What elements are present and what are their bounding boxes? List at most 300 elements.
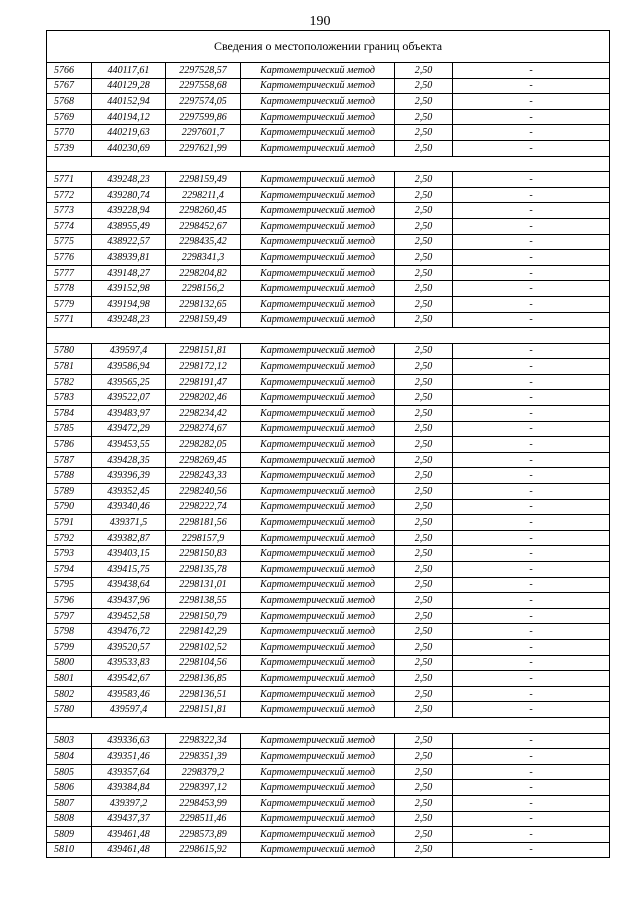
y-coordinate-cell: 2298151,81 (166, 702, 241, 718)
x-coordinate-cell: 439280,74 (92, 187, 166, 203)
accuracy-cell: 2,50 (395, 608, 453, 624)
x-coordinate-cell: 439357,64 (92, 764, 166, 780)
note-cell: - (453, 94, 610, 110)
point-number-cell: 5775 (47, 234, 92, 250)
point-number-cell: 5800 (47, 655, 92, 671)
note-cell: - (453, 515, 610, 531)
table-row (47, 702, 610, 718)
point-number-cell: 5787 (47, 452, 92, 468)
table-row (47, 624, 610, 640)
method-cell: Картометрический метод (241, 296, 395, 312)
point-number-cell: 5789 (47, 484, 92, 500)
y-coordinate-cell: 2298150,83 (166, 546, 241, 562)
table-row (47, 125, 610, 141)
method-cell: Картометрический метод (241, 94, 395, 110)
accuracy-cell: 2,50 (395, 125, 453, 141)
accuracy-cell: 2,50 (395, 780, 453, 796)
point-number-cell: 5770 (47, 125, 92, 141)
method-cell: Картометрический метод (241, 827, 395, 843)
note-cell: - (453, 281, 610, 297)
x-coordinate-cell: 439415,75 (92, 562, 166, 578)
method-cell: Картометрический метод (241, 842, 395, 858)
point-number-cell: 5772 (47, 187, 92, 203)
y-coordinate-cell: 2298511,46 (166, 811, 241, 827)
table-row (47, 827, 610, 843)
accuracy-cell: 2,50 (395, 312, 453, 328)
method-cell: Картометрический метод (241, 749, 395, 765)
accuracy-cell: 2,50 (395, 515, 453, 531)
y-coordinate-cell: 2298191,47 (166, 374, 241, 390)
point-number-cell: 5797 (47, 608, 92, 624)
method-cell: Картометрический метод (241, 499, 395, 515)
accuracy-cell: 2,50 (395, 468, 453, 484)
accuracy-cell: 2,50 (395, 94, 453, 110)
method-cell: Картометрический метод (241, 780, 395, 796)
table-row (47, 281, 610, 297)
y-coordinate-cell: 2298102,52 (166, 639, 241, 655)
x-coordinate-cell: 439428,35 (92, 452, 166, 468)
x-coordinate-cell: 440230,69 (92, 140, 166, 156)
method-cell: Картометрический метод (241, 577, 395, 593)
point-number-cell: 5788 (47, 468, 92, 484)
group-separator-cell (47, 156, 610, 172)
y-coordinate-cell: 2298573,89 (166, 827, 241, 843)
note-cell: - (453, 530, 610, 546)
note-cell: - (453, 140, 610, 156)
x-coordinate-cell: 439452,58 (92, 608, 166, 624)
table-row (47, 109, 610, 125)
y-coordinate-cell: 2298156,2 (166, 281, 241, 297)
y-coordinate-cell: 2298397,12 (166, 780, 241, 796)
y-coordinate-cell: 2298159,49 (166, 312, 241, 328)
accuracy-cell: 2,50 (395, 484, 453, 500)
point-number-cell: 5776 (47, 250, 92, 266)
note-cell: - (453, 842, 610, 858)
y-coordinate-cell: 2297528,57 (166, 63, 241, 79)
y-coordinate-cell: 2298243,33 (166, 468, 241, 484)
y-coordinate-cell: 2298260,45 (166, 203, 241, 219)
point-number-cell: 5767 (47, 78, 92, 94)
method-cell: Картометрический метод (241, 140, 395, 156)
y-coordinate-cell: 2298269,45 (166, 452, 241, 468)
x-coordinate-cell: 439533,83 (92, 655, 166, 671)
point-number-cell: 5807 (47, 795, 92, 811)
point-number-cell: 5779 (47, 296, 92, 312)
note-cell: - (453, 265, 610, 281)
method-cell: Картометрический метод (241, 390, 395, 406)
y-coordinate-cell: 2298150,79 (166, 608, 241, 624)
y-coordinate-cell: 2298274,67 (166, 421, 241, 437)
x-coordinate-cell: 439597,4 (92, 343, 166, 359)
note-cell: - (453, 234, 610, 250)
x-coordinate-cell: 439520,57 (92, 639, 166, 655)
method-cell: Картометрический метод (241, 593, 395, 609)
note-cell: - (453, 63, 610, 79)
y-coordinate-cell: 2298157,9 (166, 530, 241, 546)
point-number-cell: 5781 (47, 359, 92, 375)
accuracy-cell: 2,50 (395, 639, 453, 655)
y-coordinate-cell: 2298282,05 (166, 437, 241, 453)
table-row (47, 468, 610, 484)
point-number-cell: 5810 (47, 842, 92, 858)
table-row (47, 296, 610, 312)
table-row (47, 312, 610, 328)
table-row (47, 764, 610, 780)
note-cell: - (453, 484, 610, 500)
table-row (47, 437, 610, 453)
accuracy-cell: 2,50 (395, 795, 453, 811)
table-row (47, 780, 610, 796)
y-coordinate-cell: 2298351,39 (166, 749, 241, 765)
table-row (47, 265, 610, 281)
note-cell: - (453, 686, 610, 702)
note-cell: - (453, 203, 610, 219)
x-coordinate-cell: 439382,87 (92, 530, 166, 546)
table-row (47, 234, 610, 250)
note-cell: - (453, 702, 610, 718)
y-coordinate-cell: 2298159,49 (166, 172, 241, 188)
point-number-cell: 5771 (47, 172, 92, 188)
point-number-cell: 5780 (47, 343, 92, 359)
method-cell: Картометрический метод (241, 639, 395, 655)
table-title: Сведения о местоположении границ объекта (47, 31, 610, 63)
table-body (47, 31, 610, 858)
note-cell: - (453, 795, 610, 811)
table-title-row (47, 31, 610, 63)
accuracy-cell: 2,50 (395, 624, 453, 640)
method-cell: Картометрический метод (241, 655, 395, 671)
method-cell: Картометрический метод (241, 795, 395, 811)
accuracy-cell: 2,50 (395, 593, 453, 609)
accuracy-cell: 2,50 (395, 359, 453, 375)
note-cell: - (453, 780, 610, 796)
method-cell: Картометрический метод (241, 624, 395, 640)
method-cell: Картометрический метод (241, 125, 395, 141)
accuracy-cell: 2,50 (395, 452, 453, 468)
x-coordinate-cell: 439384,84 (92, 780, 166, 796)
accuracy-cell: 2,50 (395, 250, 453, 266)
x-coordinate-cell: 439522,07 (92, 390, 166, 406)
accuracy-cell: 2,50 (395, 764, 453, 780)
accuracy-cell: 2,50 (395, 577, 453, 593)
x-coordinate-cell: 440152,94 (92, 94, 166, 110)
method-cell: Картометрический метод (241, 172, 395, 188)
method-cell: Картометрический метод (241, 406, 395, 422)
table-row (47, 671, 610, 687)
x-coordinate-cell: 439437,37 (92, 811, 166, 827)
accuracy-cell: 2,50 (395, 187, 453, 203)
y-coordinate-cell: 2298142,29 (166, 624, 241, 640)
x-coordinate-cell: 439461,48 (92, 842, 166, 858)
note-cell: - (453, 109, 610, 125)
table-row (47, 250, 610, 266)
table-row (47, 63, 610, 79)
method-cell: Картометрический метод (241, 484, 395, 500)
note-cell: - (453, 468, 610, 484)
y-coordinate-cell: 2298435,42 (166, 234, 241, 250)
point-number-cell: 5809 (47, 827, 92, 843)
method-cell: Картометрический метод (241, 437, 395, 453)
table-row (47, 343, 610, 359)
method-cell: Картометрический метод (241, 312, 395, 328)
method-cell: Картометрический метод (241, 608, 395, 624)
x-coordinate-cell: 439586,94 (92, 359, 166, 375)
note-cell: - (453, 125, 610, 141)
note-cell: - (453, 593, 610, 609)
table-row (47, 172, 610, 188)
point-number-cell: 5791 (47, 515, 92, 531)
accuracy-cell: 2,50 (395, 437, 453, 453)
table-row (47, 639, 610, 655)
y-coordinate-cell: 2298136,85 (166, 671, 241, 687)
x-coordinate-cell: 439438,64 (92, 577, 166, 593)
y-coordinate-cell: 2297599,86 (166, 109, 241, 125)
accuracy-cell: 2,50 (395, 234, 453, 250)
note-cell: - (453, 639, 610, 655)
note-cell: - (453, 421, 610, 437)
x-coordinate-cell: 440194,12 (92, 109, 166, 125)
table-row (47, 406, 610, 422)
x-coordinate-cell: 439148,27 (92, 265, 166, 281)
x-coordinate-cell: 439340,46 (92, 499, 166, 515)
x-coordinate-cell: 439248,23 (92, 172, 166, 188)
x-coordinate-cell: 440219,63 (92, 125, 166, 141)
method-cell: Картометрический метод (241, 702, 395, 718)
point-number-cell: 5804 (47, 749, 92, 765)
point-number-cell: 5739 (47, 140, 92, 156)
method-cell: Картометрический метод (241, 78, 395, 94)
note-cell: - (453, 78, 610, 94)
method-cell: Картометрический метод (241, 281, 395, 297)
point-number-cell: 5784 (47, 406, 92, 422)
accuracy-cell: 2,50 (395, 78, 453, 94)
point-number-cell: 5785 (47, 421, 92, 437)
x-coordinate-cell: 439483,97 (92, 406, 166, 422)
method-cell: Картометрический метод (241, 63, 395, 79)
x-coordinate-cell: 439336,63 (92, 733, 166, 749)
method-cell: Картометрический метод (241, 421, 395, 437)
group-separator-row (47, 156, 610, 172)
note-cell: - (453, 172, 610, 188)
table-row (47, 374, 610, 390)
method-cell: Картометрический метод (241, 452, 395, 468)
method-cell: Картометрический метод (241, 203, 395, 219)
table-row (47, 140, 610, 156)
point-number-cell: 5777 (47, 265, 92, 281)
x-coordinate-cell: 438922,57 (92, 234, 166, 250)
note-cell: - (453, 312, 610, 328)
point-number-cell: 5778 (47, 281, 92, 297)
point-number-cell: 5796 (47, 593, 92, 609)
x-coordinate-cell: 439397,2 (92, 795, 166, 811)
table-row (47, 484, 610, 500)
point-number-cell: 5806 (47, 780, 92, 796)
y-coordinate-cell: 2298104,56 (166, 655, 241, 671)
y-coordinate-cell: 2298453,99 (166, 795, 241, 811)
point-number-cell: 5768 (47, 94, 92, 110)
note-cell: - (453, 218, 610, 234)
accuracy-cell: 2,50 (395, 811, 453, 827)
method-cell: Картометрический метод (241, 109, 395, 125)
accuracy-cell: 2,50 (395, 406, 453, 422)
method-cell: Картометрический метод (241, 546, 395, 562)
method-cell: Картометрический метод (241, 468, 395, 484)
note-cell: - (453, 811, 610, 827)
accuracy-cell: 2,50 (395, 686, 453, 702)
accuracy-cell: 2,50 (395, 390, 453, 406)
point-number-cell: 5774 (47, 218, 92, 234)
y-coordinate-cell: 2297574,05 (166, 94, 241, 110)
point-number-cell: 5782 (47, 374, 92, 390)
table-row (47, 218, 610, 234)
note-cell: - (453, 733, 610, 749)
note-cell: - (453, 187, 610, 203)
table-row (47, 421, 610, 437)
y-coordinate-cell: 2298132,65 (166, 296, 241, 312)
x-coordinate-cell: 439476,72 (92, 624, 166, 640)
method-cell: Картометрический метод (241, 733, 395, 749)
note-cell: - (453, 343, 610, 359)
point-number-cell: 5793 (47, 546, 92, 562)
y-coordinate-cell: 2298240,56 (166, 484, 241, 500)
method-cell: Картометрический метод (241, 764, 395, 780)
table-row (47, 530, 610, 546)
table-row (47, 811, 610, 827)
accuracy-cell: 2,50 (395, 343, 453, 359)
point-number-cell: 5780 (47, 702, 92, 718)
x-coordinate-cell: 438939,81 (92, 250, 166, 266)
y-coordinate-cell: 2298222,74 (166, 499, 241, 515)
method-cell: Картометрический метод (241, 530, 395, 546)
table-row (47, 562, 610, 578)
accuracy-cell: 2,50 (395, 203, 453, 219)
accuracy-cell: 2,50 (395, 281, 453, 297)
boundary-coordinates-table (46, 30, 610, 858)
x-coordinate-cell: 439248,23 (92, 312, 166, 328)
x-coordinate-cell: 440117,61 (92, 63, 166, 79)
y-coordinate-cell: 2298211,4 (166, 187, 241, 203)
point-number-cell: 5792 (47, 530, 92, 546)
table-row (47, 795, 610, 811)
note-cell: - (453, 499, 610, 515)
x-coordinate-cell: 439228,94 (92, 203, 166, 219)
x-coordinate-cell: 439565,25 (92, 374, 166, 390)
method-cell: Картометрический метод (241, 187, 395, 203)
point-number-cell: 5766 (47, 63, 92, 79)
accuracy-cell: 2,50 (395, 218, 453, 234)
note-cell: - (453, 546, 610, 562)
point-number-cell: 5795 (47, 577, 92, 593)
x-coordinate-cell: 439396,39 (92, 468, 166, 484)
note-cell: - (453, 406, 610, 422)
accuracy-cell: 2,50 (395, 265, 453, 281)
table-row (47, 608, 610, 624)
note-cell: - (453, 827, 610, 843)
y-coordinate-cell: 2298135,78 (166, 562, 241, 578)
point-number-cell: 5801 (47, 671, 92, 687)
method-cell: Картометрический метод (241, 218, 395, 234)
method-cell: Картометрический метод (241, 265, 395, 281)
accuracy-cell: 2,50 (395, 530, 453, 546)
x-coordinate-cell: 439583,46 (92, 686, 166, 702)
accuracy-cell: 2,50 (395, 296, 453, 312)
accuracy-cell: 2,50 (395, 562, 453, 578)
method-cell: Картометрический метод (241, 250, 395, 266)
accuracy-cell: 2,50 (395, 842, 453, 858)
y-coordinate-cell: 2298131,01 (166, 577, 241, 593)
table-row (47, 546, 610, 562)
y-coordinate-cell: 2298322,34 (166, 733, 241, 749)
x-coordinate-cell: 439453,55 (92, 437, 166, 453)
accuracy-cell: 2,50 (395, 63, 453, 79)
point-number-cell: 5803 (47, 733, 92, 749)
method-cell: Картометрический метод (241, 686, 395, 702)
table-row (47, 577, 610, 593)
method-cell: Картометрический метод (241, 234, 395, 250)
y-coordinate-cell: 2298615,92 (166, 842, 241, 858)
accuracy-cell: 2,50 (395, 374, 453, 390)
method-cell: Картометрический метод (241, 359, 395, 375)
note-cell: - (453, 671, 610, 687)
note-cell: - (453, 359, 610, 375)
table-row (47, 78, 610, 94)
y-coordinate-cell: 2298136,51 (166, 686, 241, 702)
point-number-cell: 5769 (47, 109, 92, 125)
x-coordinate-cell: 439437,96 (92, 593, 166, 609)
accuracy-cell: 2,50 (395, 546, 453, 562)
table-row (47, 842, 610, 858)
y-coordinate-cell: 2298138,55 (166, 593, 241, 609)
accuracy-cell: 2,50 (395, 421, 453, 437)
note-cell: - (453, 437, 610, 453)
accuracy-cell: 2,50 (395, 499, 453, 515)
y-coordinate-cell: 2298379,2 (166, 764, 241, 780)
point-number-cell: 5794 (47, 562, 92, 578)
point-number-cell: 5790 (47, 499, 92, 515)
table-row (47, 655, 610, 671)
accuracy-cell: 2,50 (395, 172, 453, 188)
table-row (47, 593, 610, 609)
y-coordinate-cell: 2297621,99 (166, 140, 241, 156)
note-cell: - (453, 764, 610, 780)
x-coordinate-cell: 439597,4 (92, 702, 166, 718)
note-cell: - (453, 624, 610, 640)
group-separator-row (47, 328, 610, 344)
y-coordinate-cell: 2298234,42 (166, 406, 241, 422)
point-number-cell: 5799 (47, 639, 92, 655)
table-row (47, 203, 610, 219)
x-coordinate-cell: 439542,67 (92, 671, 166, 687)
y-coordinate-cell: 2297601,7 (166, 125, 241, 141)
group-separator-row (47, 717, 610, 733)
x-coordinate-cell: 439352,45 (92, 484, 166, 500)
table-row (47, 187, 610, 203)
table-row (47, 452, 610, 468)
y-coordinate-cell: 2298204,82 (166, 265, 241, 281)
note-cell: - (453, 577, 610, 593)
point-number-cell: 5802 (47, 686, 92, 702)
note-cell: - (453, 250, 610, 266)
x-coordinate-cell: 440129,28 (92, 78, 166, 94)
method-cell: Картометрический метод (241, 811, 395, 827)
point-number-cell: 5771 (47, 312, 92, 328)
note-cell: - (453, 452, 610, 468)
x-coordinate-cell: 439461,48 (92, 827, 166, 843)
x-coordinate-cell: 439403,15 (92, 546, 166, 562)
y-coordinate-cell: 2298341,3 (166, 250, 241, 266)
accuracy-cell: 2,50 (395, 702, 453, 718)
point-number-cell: 5805 (47, 764, 92, 780)
